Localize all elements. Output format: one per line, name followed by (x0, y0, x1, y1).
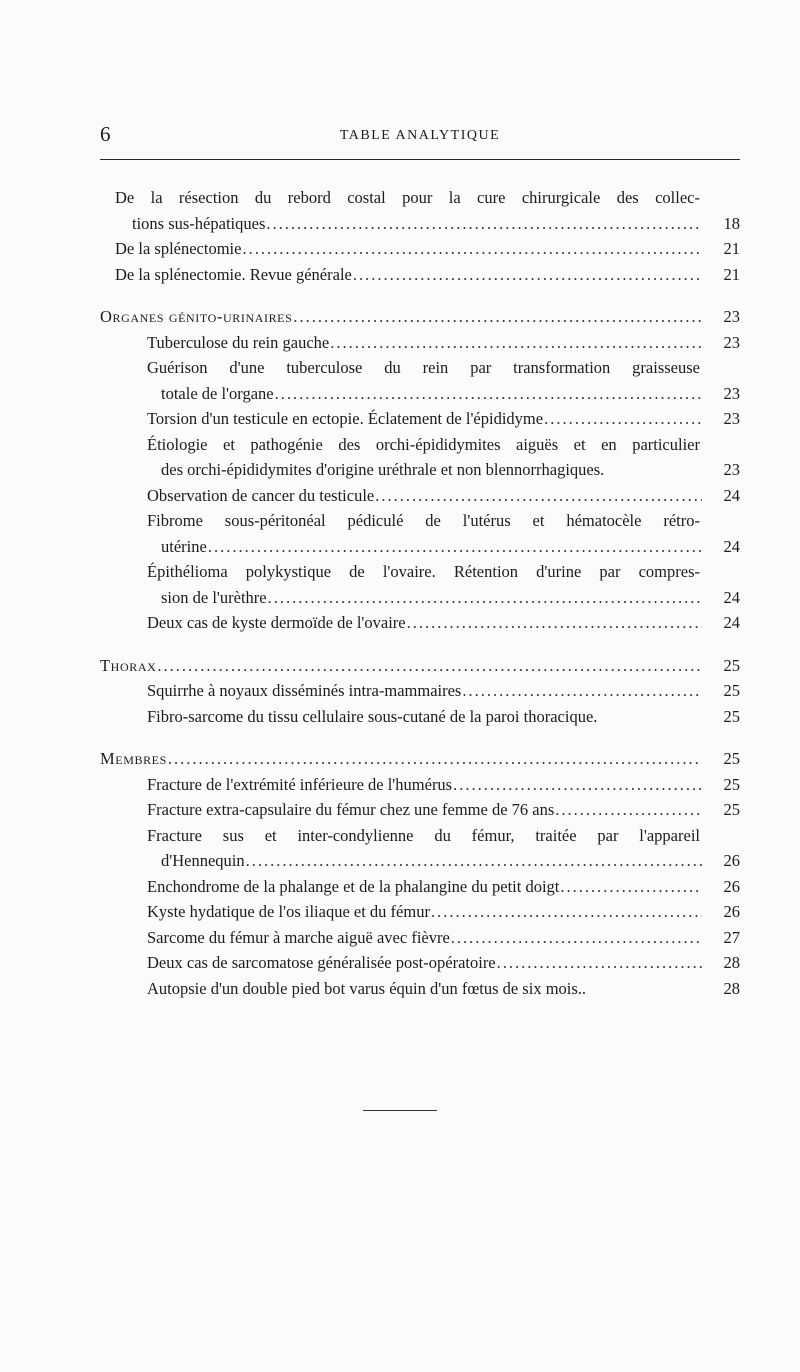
entry-text: des orchi-épididymites d'origine uréthrale et non blennorrhagiques. (161, 460, 605, 479)
entry-line: Épithélioma polykystique de l'ovaire. Rétention d'urine par compres- (147, 562, 700, 581)
page-ref: 24 (723, 613, 740, 632)
page-ref: 26 (723, 851, 740, 870)
toc-section (100, 746, 740, 1001)
toc-entry (100, 950, 740, 976)
entry-line (100, 406, 740, 432)
page-ref: 28 (723, 953, 740, 972)
entry-text: utérine (161, 536, 207, 556)
toc-entry (100, 925, 740, 951)
page-ref: 23 (723, 307, 740, 326)
entry-text: Autopsie d'un double pied bot varus équin d'un fœtus de six mois.. (147, 978, 587, 998)
page-ref: 23 (723, 332, 740, 352)
toc-entry (100, 355, 740, 406)
page-number: 6 (100, 122, 111, 146)
section-heading (100, 304, 740, 330)
entry-line (100, 236, 740, 262)
toc-entry (100, 976, 740, 1002)
entry-line (100, 746, 740, 772)
dot-leader (431, 899, 702, 925)
page-ref: 21 (723, 264, 740, 284)
toc-entry (100, 610, 740, 636)
dot-leader (375, 483, 702, 509)
dot-leader (208, 534, 702, 560)
section-title: Thorax (100, 655, 157, 675)
entry-line (100, 797, 740, 823)
dot-leader (266, 211, 702, 237)
table-of-contents (100, 185, 740, 1001)
entry-line (100, 848, 740, 874)
entry-line (100, 899, 740, 925)
entry-line: Guérison d'une tuberculose du rein par transformation graisseuse (147, 358, 700, 377)
entry-line (100, 874, 740, 900)
entry-text: Fracture de l'extrémité inférieure de l'humérus (147, 774, 453, 794)
section-title: Membres (100, 749, 167, 768)
toc-section (100, 304, 740, 636)
entry-text: d'Hennequin (161, 851, 245, 870)
toc-section-continued (100, 185, 740, 287)
section-heading (100, 653, 740, 679)
entry-text: Tuberculose du rein gauche (147, 332, 330, 352)
page-ref: 25 (723, 800, 740, 819)
entry-text: Kyste hydatique de l'os iliaque et du fémur (147, 902, 430, 921)
entry-line (100, 653, 740, 679)
toc-entry (100, 406, 740, 432)
dot-leader (330, 330, 702, 356)
entry-text: Squirrhe à noyaux disséminés intra-mammaires (147, 681, 462, 700)
entry-text: totale de l'organe (161, 383, 274, 403)
section-heading (100, 746, 740, 772)
entry-line (100, 950, 740, 976)
page-ref: 24 (723, 536, 740, 556)
header-rule (100, 159, 740, 160)
page-ref: 23 (723, 383, 740, 403)
entry-text: Enchondrome de la phalange et de la phalangine du petit doigt (147, 876, 560, 896)
entry-line (100, 534, 740, 560)
dot-leader (462, 678, 702, 704)
entry-line (100, 925, 740, 951)
entry-line: Fracture sus et inter-condylienne du fémur, traitée par l'appareil (147, 825, 700, 845)
toc-entry (100, 483, 740, 509)
toc-section (100, 653, 740, 730)
page-ref: 24 (723, 485, 740, 505)
entry-line (100, 585, 740, 611)
dot-leader (555, 797, 702, 823)
dot-leader (168, 746, 702, 772)
entry-line (100, 330, 740, 356)
entry-line (100, 976, 740, 1002)
dot-leader (451, 925, 702, 951)
page-ref: 23 (723, 460, 740, 479)
page-header (100, 118, 740, 148)
page-ref: 25 (723, 706, 740, 726)
dot-leader (544, 406, 702, 432)
dot-leader (275, 381, 702, 407)
page-ref: 24 (723, 587, 740, 607)
toc-entry (100, 899, 740, 925)
toc-entry (100, 678, 740, 704)
toc-entry (100, 262, 740, 288)
page-ref: 23 (723, 409, 740, 428)
dot-leader (560, 874, 702, 900)
entry-text: tions sus-hépatiques (132, 213, 266, 233)
toc-entry (100, 559, 740, 610)
toc-entry (100, 330, 740, 356)
entry-text: Sarcome du fémur à marche aiguë avec fièvre (147, 927, 450, 947)
toc-entry (100, 508, 740, 559)
page-ref: 25 (723, 749, 740, 768)
page-ref: 25 (723, 774, 740, 794)
dot-leader (453, 772, 702, 798)
entry-text: Torsion d'un testicule en ectopie. Éclatement de l'épididyme (147, 409, 544, 428)
entry-text: Deux cas de kyste dermoïde de l'ovaire (147, 613, 406, 632)
toc-entry (100, 874, 740, 900)
page-ref: 28 (723, 978, 740, 998)
dot-leader (353, 262, 702, 288)
entry-line (100, 211, 740, 237)
entry-text: Deux cas de sarcomatose généralisée post-opératoire (147, 953, 496, 972)
page-ref: 27 (723, 927, 740, 947)
entry-line: Fibrome sous-péritonéal pédiculé de l'utérus et hématocèle rétro- (147, 511, 700, 530)
running-title: TABLE ANALYTIQUE (339, 128, 501, 143)
entry-text: Observation de cancer du testicule (147, 485, 375, 505)
toc-entry (100, 823, 740, 874)
entry-line: De la résection du rebord costal pour la cure chirurgicale des collec- (115, 188, 700, 207)
toc-entry (100, 432, 740, 483)
entry-line (100, 262, 740, 288)
toc-entry (100, 797, 740, 823)
entry-line (100, 678, 740, 704)
entry-text: De la splénectomie (115, 239, 242, 258)
dot-leader (268, 585, 702, 611)
dot-leader (242, 236, 702, 262)
page-ref: 26 (723, 902, 740, 921)
end-rule (363, 1110, 437, 1111)
entry-line (100, 457, 740, 483)
page-ref: 26 (723, 876, 740, 896)
page-ref: 18 (723, 213, 740, 233)
entry-line (100, 381, 740, 407)
page-ref: 25 (723, 681, 740, 700)
entry-line (100, 772, 740, 798)
dot-leader (293, 304, 702, 330)
dot-leader (246, 848, 702, 874)
toc-entry (100, 704, 740, 730)
toc-entry (100, 236, 740, 262)
entry-text: Fibro-sarcome du tissu cellulaire sous-cutané de la paroi thoracique. (147, 706, 598, 726)
entry-text: De la splénectomie. Revue générale (115, 264, 352, 284)
entry-line (100, 610, 740, 636)
dot-leader (157, 653, 702, 679)
toc-entry (100, 185, 740, 236)
entry-line (100, 304, 740, 330)
page-ref: 25 (723, 655, 740, 675)
entry-line: Étiologie et pathogénie des orchi-épididymites aiguës et en particulier (147, 434, 700, 454)
section-title: Organes génito-urinaires (100, 307, 293, 326)
page-ref: 21 (723, 239, 740, 258)
entry-text: Fracture extra-capsulaire du fémur chez une femme de 76 ans (147, 800, 555, 819)
dot-leader (407, 610, 702, 636)
dot-leader (497, 950, 702, 976)
toc-entry (100, 772, 740, 798)
entry-line (100, 704, 740, 730)
entry-line (100, 483, 740, 509)
entry-text: sion de l'urèthre (161, 587, 267, 607)
